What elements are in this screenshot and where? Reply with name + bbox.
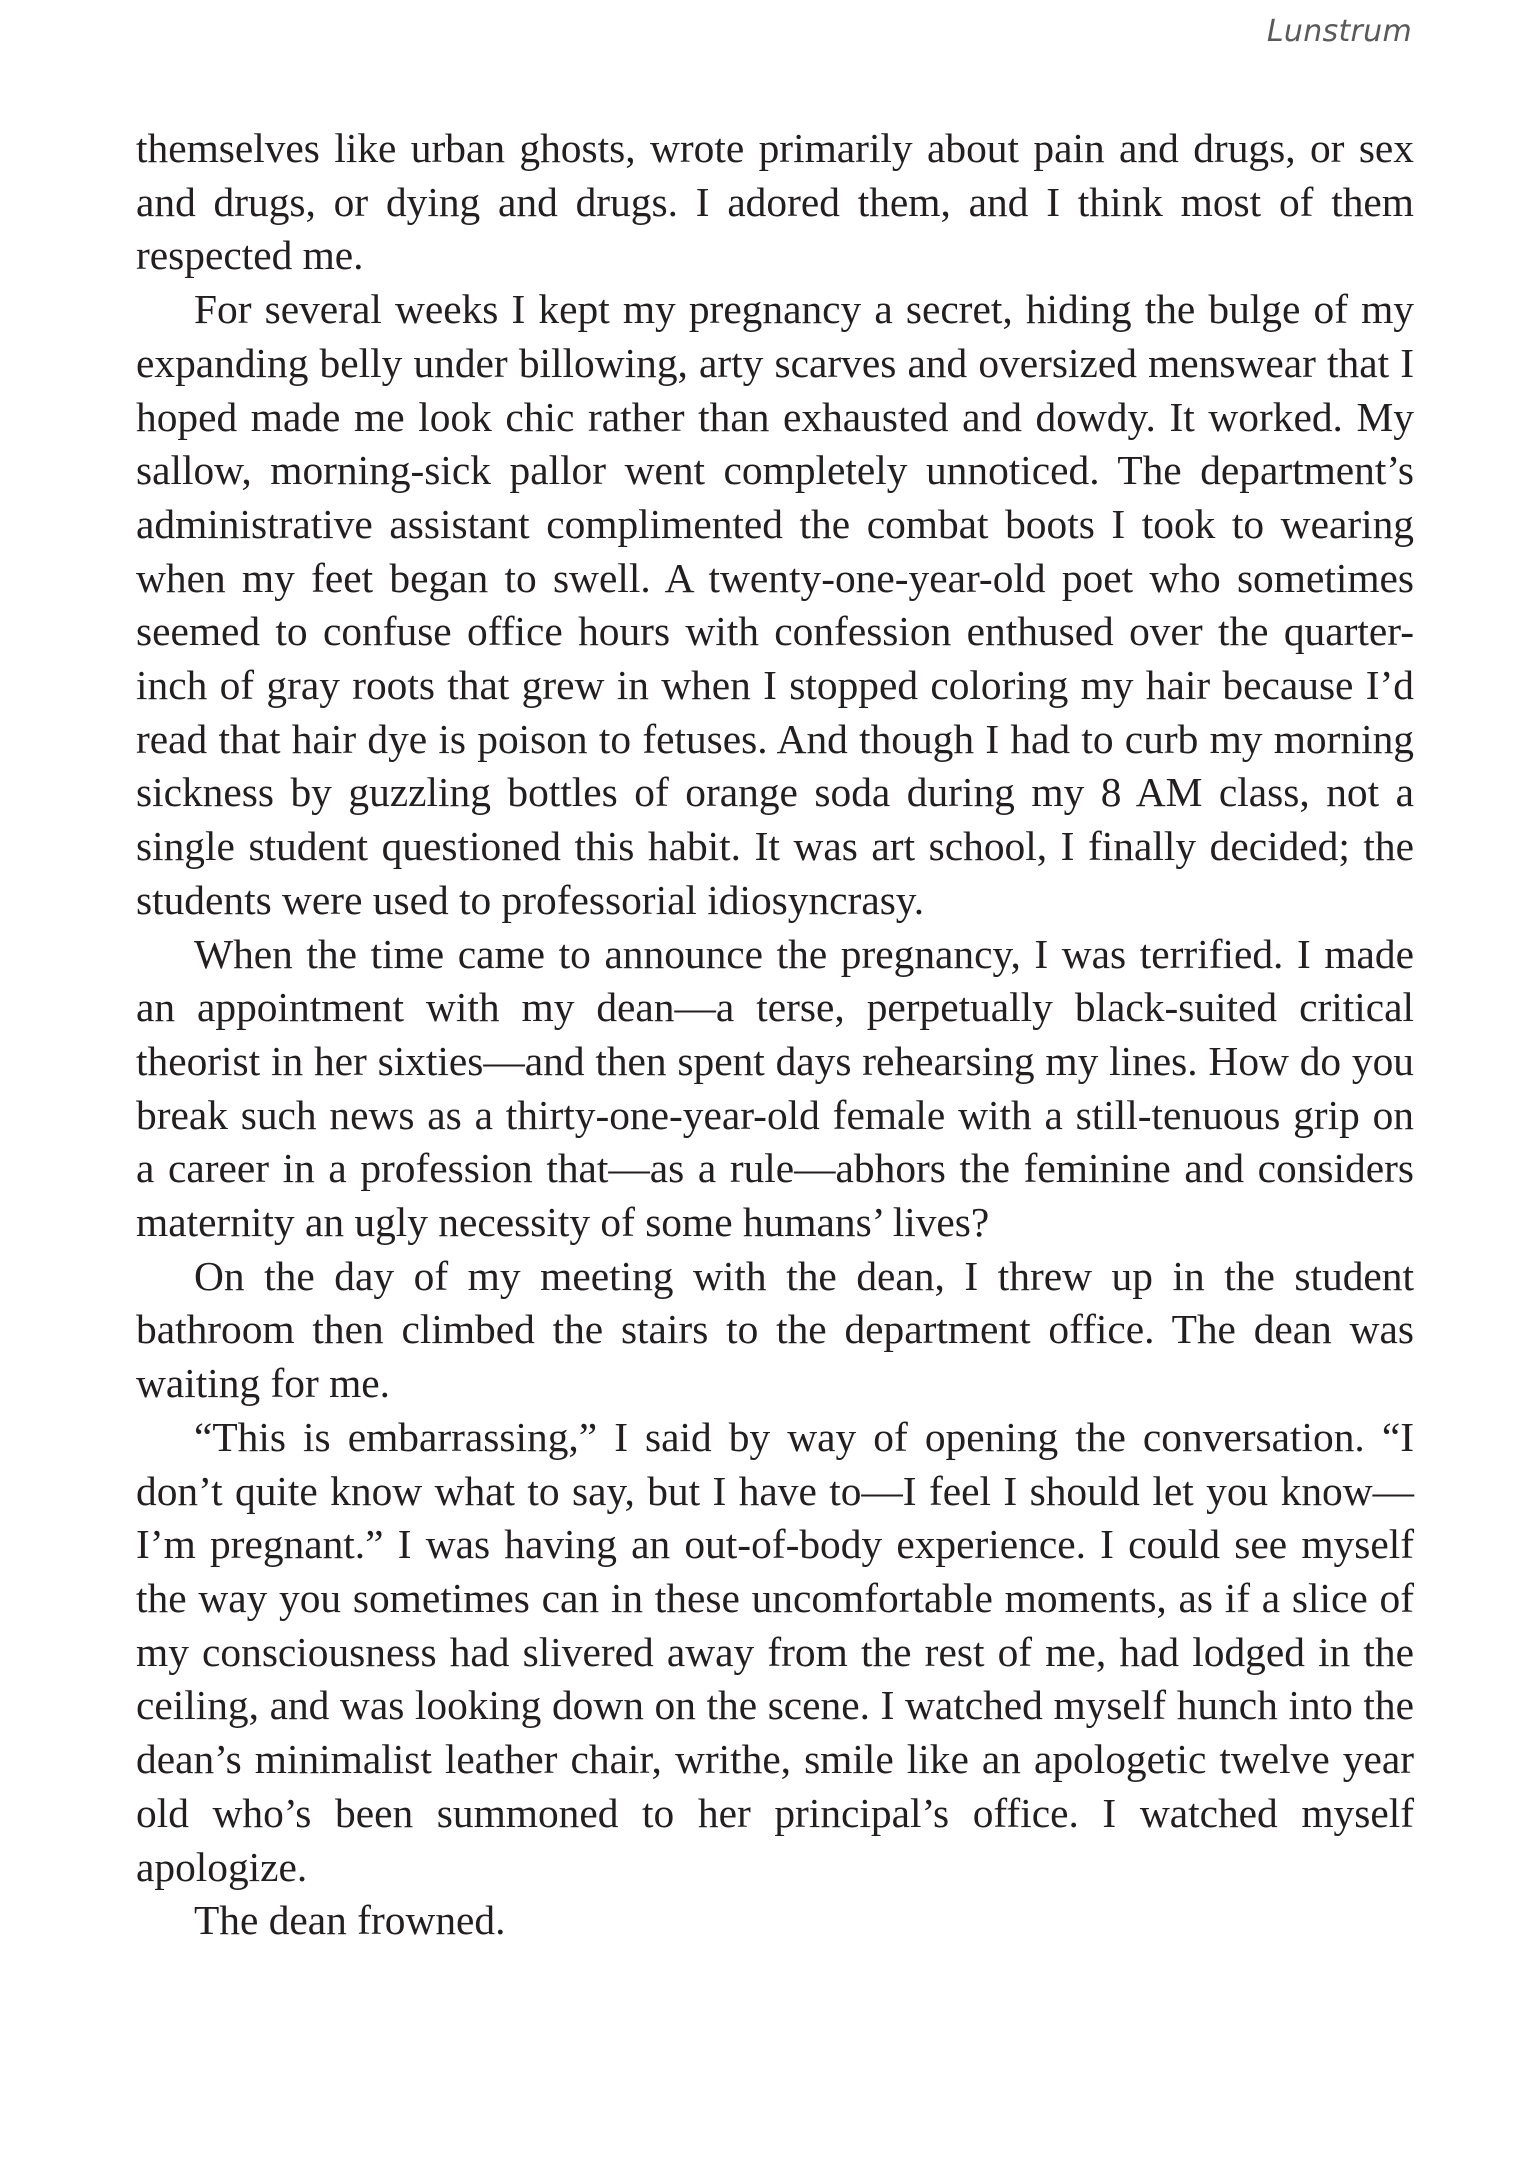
paragraph-4: On the day of my meeting with the dean, I threw up in the student bathroom then climbed the stairs to the department office. The dean was waiting for me. [136,1252,1414,1407]
running-head: Lunstrum [1266,14,1412,49]
paragraph-1: themselves like urban ghosts, wrote primarily about pain and drugs, or sex and drugs, or dying and drugs. I adored them, and I think most of them respected me. [136,125,1414,279]
paragraph-2: For several weeks I kept my pregnancy a secret, hiding the bulge of my expanding belly under billowing, arty scarves and oversized menswear that I hoped made me look chic rather than exhausted and dowdy. It worked. My sallow, morning-sick pallor went completely unnoticed. The department’s administrative assistant complimented the combat boots I took to wearing when my feet began to swell. A twenty-one-year-old poet who sometimes seemed to confuse office hours with confession enthused over the quarter-inch of gray roots that grew in when I stopped coloring my hair because I’d read that hair dye is poison to fetuses. And though I had to curb my morning sickness by guzzling bottles of orange soda during my 8 AM class, not a single student questioned this habit. It was art school, I finally decided; the students were used to professorial idiosyncrasy. [136,286,1414,923]
paragraph-5: “This is embarrassing,” I said by way of opening the conversation. “I don’t quite know what to say, but I have to—I feel I should let you know—I’m pregnant.” I was having an out-of-body experience. I could see myself the way you sometimes can in these uncomfortable moments, as if a slice of my consciousness had slivered away from the rest of me, had lodged in the ceiling, and was looking down on the scene. I watched myself hunch into the dean’s minimalist leather chair, writhe, smile like an apologetic twelve year old who’s been summoned to her principal’s office. I watched myself apologize. [136,1413,1414,1890]
paragraph-6: The dean frowned. [194,1897,506,1944]
body-text [136,122,1414,1948]
paragraph-3: When the time came to announce the pregnancy, I was terrified. I made an appointment with my dean—a terse, perpetually black-suited critical theorist in her sixties—and then spent days rehearsing my lines. How do you break such news as a thirty-one-year-old female with a still-tenuous grip on a career in a profession that—as a rule—abhors the feminine and considers maternity an ugly necessity of some humans’ lives? [136,930,1414,1246]
